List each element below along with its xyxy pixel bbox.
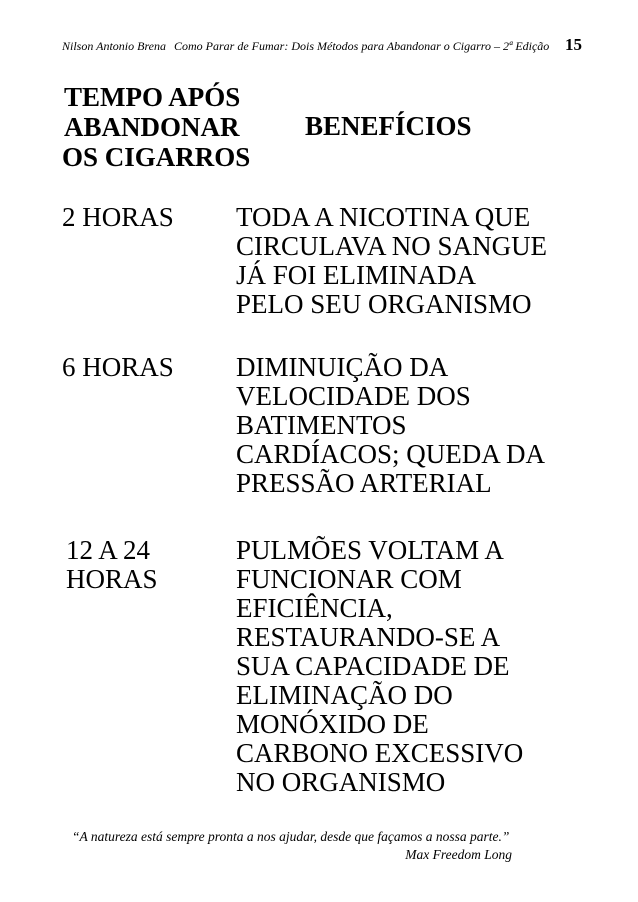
header-book-title: Como Parar de Fumar: Dois Métodos para Abandonar o Cigarro – 2ª Edição [174, 39, 550, 53]
footer-quote-author: Max Freedom Long [405, 847, 512, 862]
row-benefit: TODA A NICOTINA QUE CIRCULAVA NO SANGUE JÁ FOI ELIMINADA PELO SEU ORGANISMO [236, 202, 548, 319]
benefit-column-header: BENEFÍCIOS [305, 111, 472, 141]
time-header-line: TEMPO APÓS [64, 82, 241, 112]
time-column-header [62, 82, 250, 172]
row-benefit: PULMÕES VOLTAM A FUNCIONAR COM EFICIÊNCIA, RESTAURANDO-SE A SUA CAPACIDADE DE ELIMINAÇÃO DO MONÓXIDO DE CARBONO EXCESSIVO NO ORGANISMO [236, 535, 524, 797]
row-benefit: DIMINUIÇÃO DA VELOCIDADE DOS BATIMENTOS CARDÍACOS; QUEDA DA PRESSÃO ARTERIAL [236, 352, 546, 498]
page-header [62, 35, 582, 59]
time-header-line: ABANDONAR [64, 112, 240, 142]
header-author: Nilson Antonio Brena [62, 39, 167, 53]
row-time: 12 A 24 HORAS [66, 535, 158, 594]
row-time: 2 HORAS [62, 202, 174, 232]
footer-quote: “A natureza está sempre pronta a nos ajudar, desde que façamos a nossa parte.” [72, 829, 510, 844]
page-number: 15 [565, 35, 582, 54]
row-time: 6 HORAS [62, 352, 174, 382]
time-header-line: OS CIGARROS [62, 142, 251, 172]
